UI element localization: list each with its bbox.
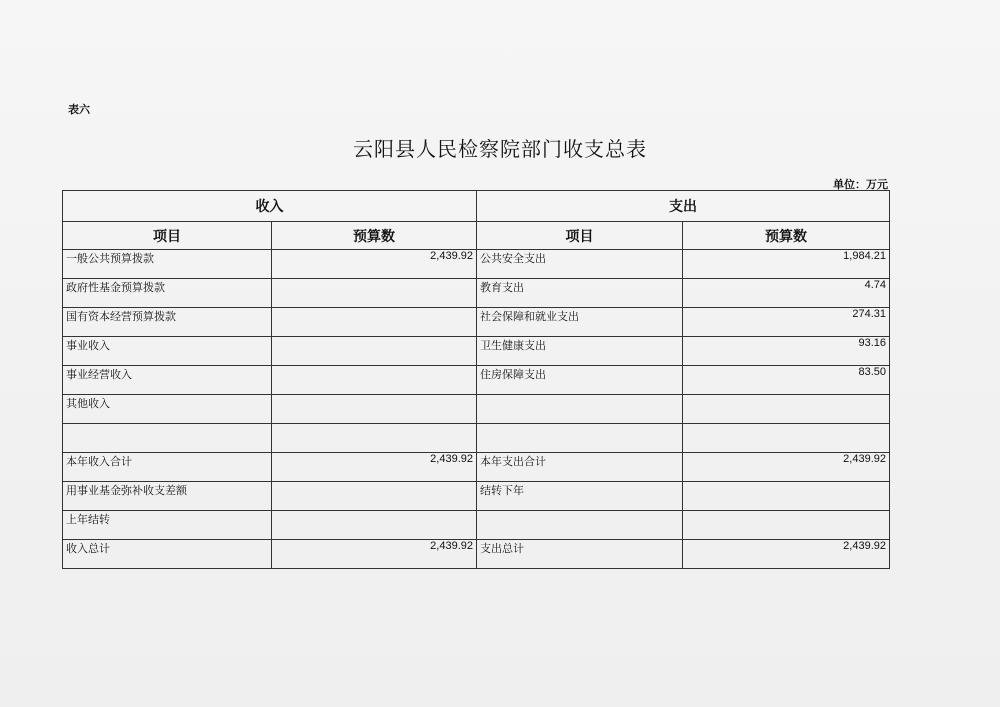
section-header-row — [63, 191, 890, 222]
income-budget-header: 预算数 — [272, 222, 477, 250]
expense-value — [683, 395, 890, 424]
income-item-header: 项目 — [63, 222, 272, 250]
expense-item: 本年支出合计 — [477, 453, 683, 482]
income-item: 上年结转 — [63, 511, 272, 540]
table-row — [63, 482, 890, 511]
expense-value: 93.16 — [683, 337, 890, 366]
expense-item — [477, 395, 683, 424]
income-section-header: 收入 — [63, 191, 477, 222]
income-item: 本年收入合计 — [63, 453, 272, 482]
income-item: 政府性基金预算拨款 — [63, 279, 272, 308]
income-value — [272, 366, 477, 395]
table-row — [63, 279, 890, 308]
table-row — [63, 395, 890, 424]
table-row — [63, 424, 890, 453]
table-row — [63, 511, 890, 540]
table-row — [63, 366, 890, 395]
expense-item: 社会保障和就业支出 — [477, 308, 683, 337]
expense-item: 教育支出 — [477, 279, 683, 308]
table-number: 表六 — [68, 103, 90, 116]
income-value: 2,439.92 — [272, 453, 477, 482]
income-value — [272, 511, 477, 540]
page-title: 云阳县人民检察院部门收支总表 — [353, 137, 647, 161]
income-item: 国有资本经营预算拨款 — [63, 308, 272, 337]
income-value — [272, 482, 477, 511]
table-row — [63, 250, 890, 279]
column-header-row — [63, 222, 890, 250]
table-row — [63, 308, 890, 337]
expense-value — [683, 424, 890, 453]
income-value — [272, 279, 477, 308]
unit-label: 单位：万元 — [833, 178, 888, 191]
expense-value: 1,984.21 — [683, 250, 890, 279]
income-value: 2,439.92 — [272, 540, 477, 569]
expense-item — [477, 511, 683, 540]
expense-value: 2,439.92 — [683, 453, 890, 482]
expense-item: 卫生健康支出 — [477, 337, 683, 366]
income-item: 其他收入 — [63, 395, 272, 424]
expense-item-header: 项目 — [477, 222, 683, 250]
expense-item: 公共安全支出 — [477, 250, 683, 279]
income-item: 一般公共预算拨款 — [63, 250, 272, 279]
income-item: 用事业基金弥补收支差额 — [63, 482, 272, 511]
table-row — [63, 453, 890, 482]
expense-value — [683, 511, 890, 540]
expense-value: 83.50 — [683, 366, 890, 395]
expense-value: 2,439.92 — [683, 540, 890, 569]
expense-budget-header: 预算数 — [683, 222, 890, 250]
expense-item: 住房保障支出 — [477, 366, 683, 395]
expense-item — [477, 424, 683, 453]
income-value — [272, 424, 477, 453]
table-row — [63, 337, 890, 366]
income-value — [272, 308, 477, 337]
expense-value: 274.31 — [683, 308, 890, 337]
expense-item: 支出总计 — [477, 540, 683, 569]
expense-value: 4.74 — [683, 279, 890, 308]
expense-value — [683, 482, 890, 511]
expense-item: 结转下年 — [477, 482, 683, 511]
table-row — [63, 540, 890, 569]
income-item: 收入总计 — [63, 540, 272, 569]
income-value — [272, 395, 477, 424]
income-item: 事业经营收入 — [63, 366, 272, 395]
income-value: 2,439.92 — [272, 250, 477, 279]
income-value — [272, 337, 477, 366]
income-item: 事业收入 — [63, 337, 272, 366]
expense-section-header: 支出 — [477, 191, 890, 222]
budget-summary-table — [62, 190, 890, 569]
income-item — [63, 424, 272, 453]
